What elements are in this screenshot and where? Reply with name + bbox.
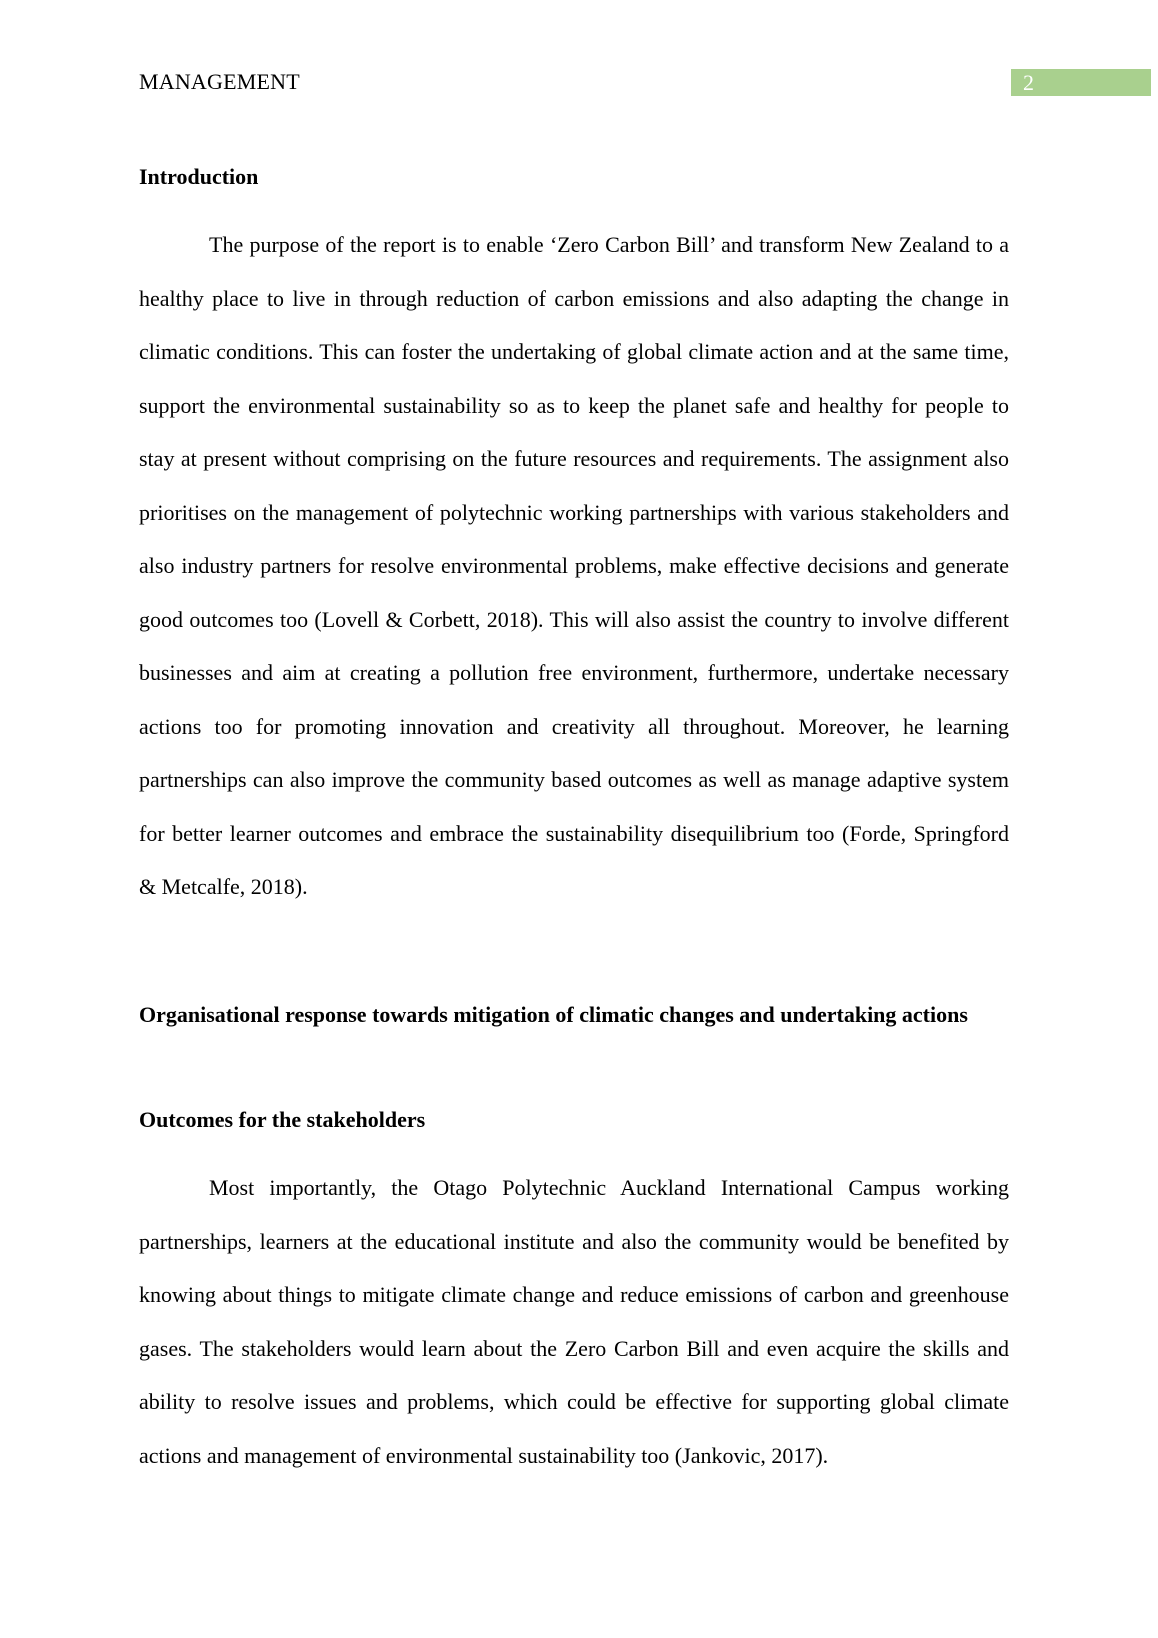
organisational-response-heading: Organisational response towards mitigation of climatic changes and undertaking actions [139,1002,968,1027]
introduction-paragraph: The purpose of the report is to enable ‘Zero Carbon Bill’ and transform New Zealand to a healthy place to live in through reduction of carbon emissions and also adapting the change in climatic conditions. This can foster the undertaking of global climate action and at the same time, support the environmental sustainability so as to keep the planet safe and healthy for people to stay at present without comprising on the future resources and requirements. The assignment also prioritises on the management of polytechnic working partnerships with various stakeholders and also industry partners for resolve environmental problems, make effective decisions and generate good outcomes too (Lovell & Corbett, 2018). This will also assist the country to involve different businesses and aim at creating a pollution free environment, furthermore, undertake necessary actions too for promoting innovation and creativity all throughout. Moreover, he learning partnerships can also improve the community based outcomes as well as manage adaptive system for better learner outcomes and embrace the sustainability disequilibrium too (Forde, Springford & Metcalfe, 2018). [139,232,1009,899]
running-head-title: MANAGEMENT [139,69,300,94]
page-number-badge: 2 [1011,69,1151,96]
introduction-heading: Introduction [139,164,259,189]
outcomes-paragraph: Most importantly, the Otago Polytechnic Auckland International Campus working partnerships, learners at the educational institute and also the community would be benefited by knowing about things to mitigate climate change and reduce emissions of carbon and greenhouse gases. The stakeholders would learn about the Zero Carbon Bill and even acquire the skills and ability to resolve issues and problems, which could be effective for supporting global climate actions and management of environmental sustainability too (Jankovic, 2017). [139,1175,1009,1468]
outcomes-heading: Outcomes for the stakeholders [139,1107,426,1132]
